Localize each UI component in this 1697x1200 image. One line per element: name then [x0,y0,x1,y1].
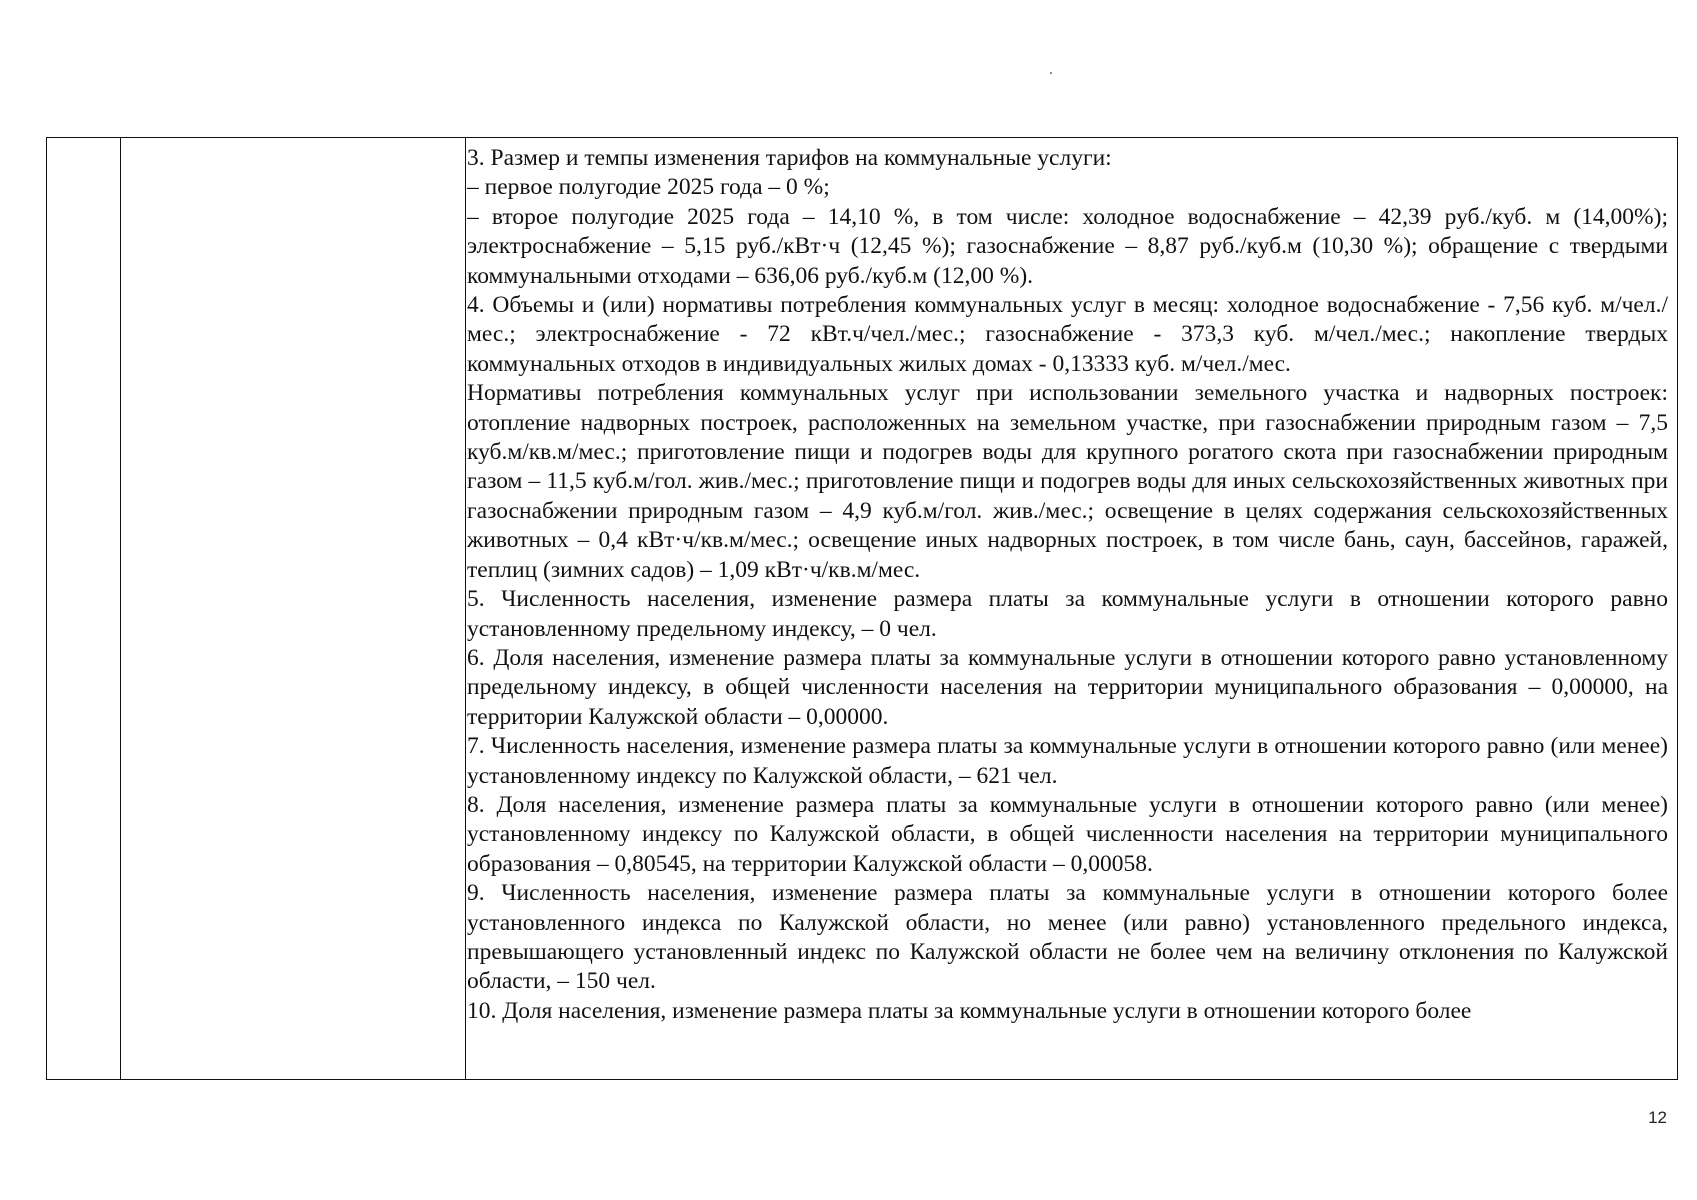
paragraph-tariff-heading: 3. Размер и темпы изменения тарифов на коммунальные услуги: [467,145,1112,171]
paragraph-population-above-index: 9. Численность населения, изменение размера платы за коммунальные услуги в отношении которого более установленного индекса по Калужской области, но менее (или равно) установленного предельного индекса, превышающего установленный индекс по Калужской области не более чем на величину отклонения по Калужской области, – 150 чел. [467,880,1668,995]
paragraph-share-limit-index: 6. Доля населения, изменение размера платы за коммунальные услуги в отношении которого равно установленному предельному индексу, в общей численности населения на территории муниципального образования – 0,00000, на территории Калужской области – 0,00000. [467,644,1668,730]
paragraph-share-above-index: 10. Доля населения, изменение размера платы за коммунальные услуги в отношении которого более [467,997,1472,1024]
column-divider-1 [120,138,121,1079]
scan-artifact [1050,72,1052,74]
document-table [46,137,1678,1080]
table-content-cell [467,144,1668,1079]
paragraph-share-regional-index: 8. Доля населения, изменение размера платы за коммунальные услуги в отношении которого равно (или менее) установленному индексу по Калужской области, в общей численности населения на территории муниципального образования – 0,80545, на территории Калужской области – 0,00058. [467,791,1668,877]
column-divider-2 [465,138,466,1079]
paragraph-population-limit-index: 5. Численность населения, изменение размера платы за коммунальные услуги в отношении которого равно установленному предельному индексу, – 0 чел. [467,586,1668,642]
paragraph-consumption-norms: Нормативы потребления коммунальных услуг при использовании земельного участка и надворных построек: отопление надворных построек, расположенных на земельном участке, при газоснабжении природным газом – 7,5 куб.м/кв.м/мес.; приготовление пищи и подогрев воды для крупного рогатого скота при газоснабжении природным газом – 11,5 куб.м/гол. жив./мес.; приготовление пищи и подогрев воды для иных сельскохозяйственных животных при газоснабжении природным газом – 4,9 куб.м/гол. жив./мес.; освещение в целях содержания сельскохозяйственных животных – 0,4 кВт·ч/кв.м/мес.; освещение иных надворных построек, в том числе бань, саун, бассейнов, гаражей, теплиц (зимних садов) – 1,09 кВт·ч/кв.м/мес. [467,380,1668,583]
paragraph-second-half-year: – второе полугодие 2025 года – 14,10 %, в том числе: холодное водоснабжение – 42,39 руб./куб. м (14,00%); электроснабжение – 5,15 руб./кВт·ч (12,45 %); газоснабжение – 8,87 руб./куб.м (10,30 %); обращение с твердыми коммунальными отходами – 636,06 руб./куб.м (12,00 %). [467,203,1668,289]
paragraph-consumption-volumes: 4. Объемы и (или) нормативы потребления коммунальных услуг в месяц: холодное водоснабжение - 7,56 куб. м/чел./мес.; электроснабжение - 72 кВт.ч/чел./мес.; газоснабжение - 373,3 куб. м/чел./мес.; накопление твердых коммунальных отходов в индивидуальных жилых домах - 0,13333 куб. м/чел./мес. [467,292,1668,377]
paragraph-population-regional-index: 7. Численность населения, изменение размера платы за коммунальные услуги в отношении которого равно (или менее) установленному индексу по Калужской области, – 621 чел. [467,733,1668,789]
paragraph-first-half-year: – первое полугодие 2025 года – 0 %; [467,174,830,201]
page-number: 12 [1648,1108,1667,1127]
